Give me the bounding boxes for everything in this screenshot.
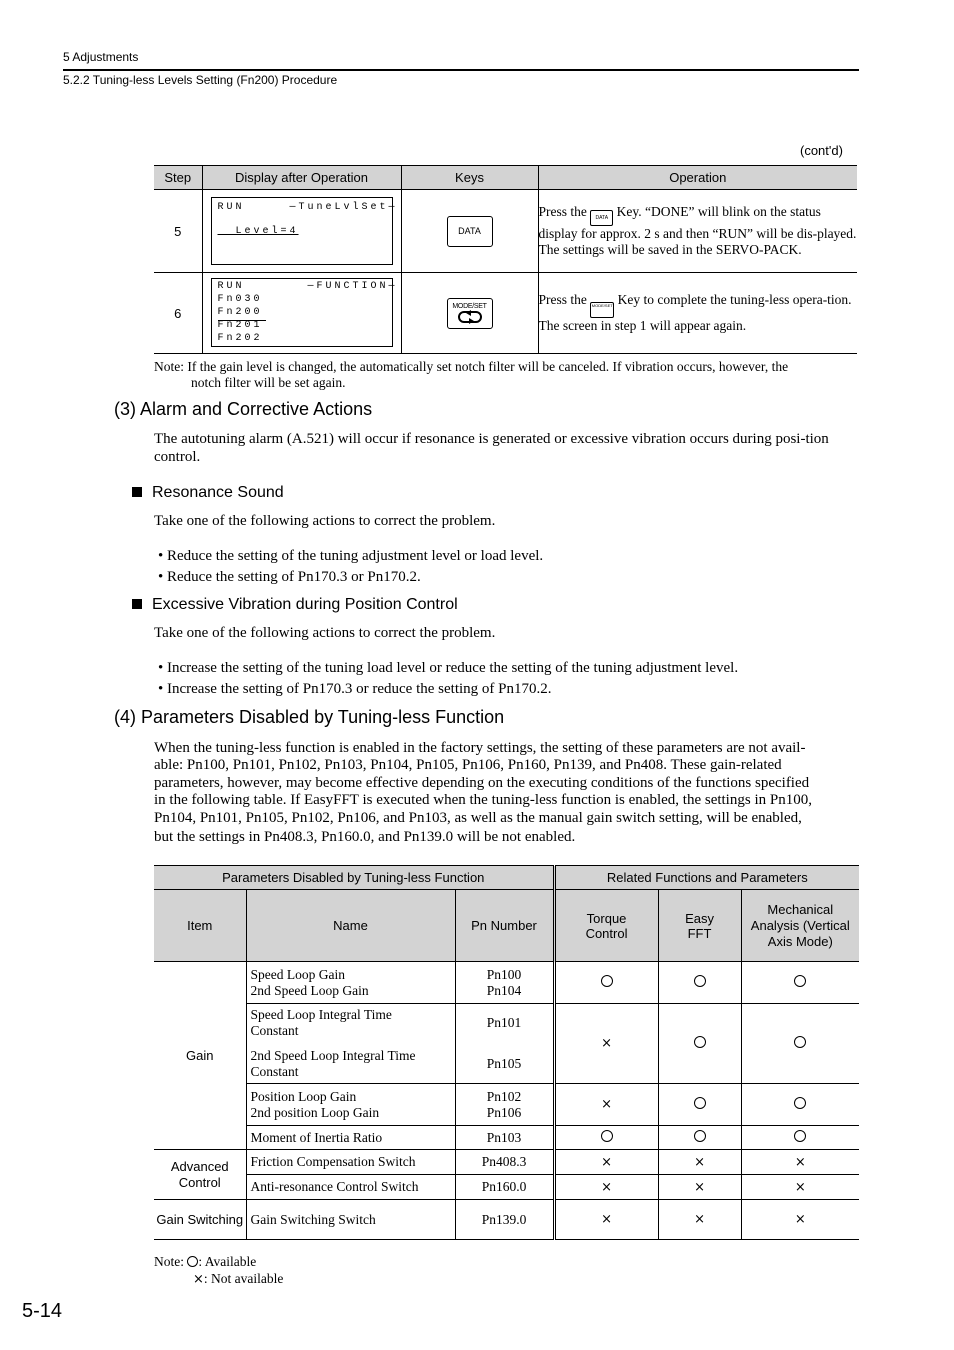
contd-label: (cont'd)	[800, 143, 843, 158]
cross-icon: ×	[193, 1272, 204, 1287]
param-name: Moment of Inertia Ratio	[246, 1126, 455, 1150]
parameters-table	[154, 865, 859, 1240]
table-row	[154, 1084, 859, 1126]
easyfft-not-available: ×	[658, 1175, 741, 1200]
legend-not-available	[193, 1271, 283, 1287]
vibration-intro: Take one of the following actions to correct the problem.	[154, 625, 496, 641]
resonance-heading	[132, 484, 284, 502]
keys-cell	[401, 273, 538, 354]
display-cell	[202, 273, 401, 354]
available-circle-icon	[794, 975, 806, 987]
item-gain-switching: Gain Switching	[154, 1200, 246, 1240]
available-circle-icon	[794, 1097, 806, 1109]
vibration-heading	[132, 596, 458, 614]
param-name: Gain Switching Switch	[246, 1200, 455, 1240]
list-item: • Increase the setting of the tuning load level or reduce the setting of the tuning adjustment level.	[158, 660, 739, 676]
section-4-title: (4) Parameters Disabled by Tuning-less Function	[114, 707, 505, 727]
easyfft-available	[658, 962, 741, 1004]
section-4-line: parameters, however, may become effective depending on the executing conditions of the functions specified	[154, 775, 810, 791]
mech-available	[741, 1126, 859, 1150]
section-4-line: Pn104, Pn101, Pn105, Pn102, Pn106, and Pn103, as well as the manual gain switch setting, will be enabled,	[154, 810, 802, 826]
mech-available	[741, 1084, 859, 1126]
legend-available-text: : Available	[198, 1254, 257, 1269]
mech-not-available: ×	[741, 1150, 859, 1175]
param-name: Friction Compensation Switch	[246, 1150, 455, 1175]
torque-not-available: ×	[554, 1150, 658, 1175]
header-display: Display after Operation	[202, 166, 401, 190]
table-row	[154, 1004, 859, 1084]
operation-cell	[538, 273, 857, 354]
table-row	[154, 1200, 859, 1240]
pn-number: Pn139.0	[455, 1200, 554, 1240]
torque-not-available: ×	[554, 1004, 658, 1084]
available-circle-icon	[694, 1130, 706, 1142]
available-circle-icon	[694, 975, 706, 987]
mode-set-key-icon: MODE/SET	[590, 302, 614, 318]
param-name: Speed Loop Integral Time Constant 2nd Speed Loop Integral Time Constant	[246, 1004, 455, 1084]
torque-available	[554, 962, 658, 1004]
available-circle-icon	[601, 1130, 613, 1142]
operation-text: Press the	[538, 292, 587, 307]
list-item: • Reduce the setting of the tuning adjustment level or load level.	[158, 548, 544, 564]
display-line: Fn200	[218, 307, 266, 321]
resonance-title: Resonance Sound	[152, 484, 284, 501]
group-header-related: Related Functions and Parameters	[554, 866, 859, 890]
pn-number: Pn100 Pn104	[455, 962, 554, 1004]
easyfft-available	[658, 1084, 741, 1126]
operation-text: Press the	[538, 204, 587, 219]
resonance-intro: Take one of the following actions to correct the problem.	[154, 513, 496, 529]
header-mechanical-analysis: Mechanical Analysis (Vertical Axis Mode)	[741, 890, 859, 962]
operator-display	[211, 278, 398, 347]
square-bullet-icon	[132, 487, 142, 497]
header-keys: Keys	[401, 166, 538, 190]
note-gain-level: Note: If the gain level is changed, the automatically set notch filter will be canceled. If vibration occurs, however, the	[154, 359, 789, 374]
torque-not-available: ×	[554, 1084, 658, 1126]
available-circle-icon	[794, 1036, 806, 1048]
page-number: 5-14	[22, 1300, 63, 1322]
available-circle-icon	[694, 1097, 706, 1109]
pn-number: Pn103	[455, 1126, 554, 1150]
header-rule	[63, 69, 859, 71]
vibration-title: Excessive Vibration during Position Control	[152, 596, 458, 613]
header-name: Name	[246, 890, 455, 962]
operation-text: Key to complete the tuning-less opera-tion. The screen in step 1 will appear again.	[538, 292, 852, 333]
item-gain: Gain	[154, 962, 246, 1150]
list-item: • Reduce the setting of Pn170.3 or Pn170.2.	[158, 569, 421, 585]
easyfft-not-available: ×	[658, 1150, 741, 1175]
mech-available	[741, 962, 859, 1004]
mode-set-arrows-icon	[457, 310, 483, 324]
operator-display	[211, 197, 398, 265]
header-pn-number: Pn Number	[455, 890, 554, 962]
section-4-line: When the tuning-less function is enabled in the factory settings, the setting of these parameters are not avail-	[154, 740, 806, 756]
table-row	[154, 962, 859, 1004]
section-4-line: in the following table. If EasyFFT is executed when the tuning-less function is enabled, the settings in Pn100,	[154, 792, 812, 808]
param-name: Anti-resonance Control Switch	[246, 1175, 455, 1200]
display-line: Fn202	[217, 333, 263, 344]
steps-table	[154, 165, 857, 354]
note-prefix: Note:	[154, 1254, 184, 1269]
step-row-5	[154, 190, 857, 273]
step-number: 5	[154, 190, 202, 273]
torque-not-available: ×	[554, 1175, 658, 1200]
table-row	[154, 1126, 859, 1150]
data-key-icon: DATA	[590, 210, 613, 226]
header-operation: Operation	[538, 166, 857, 190]
mode-set-label: MODE/SET	[452, 302, 487, 310]
group-header-row	[154, 866, 859, 890]
steps-header-row	[154, 166, 857, 190]
data-key[interactable]: DATA	[447, 216, 493, 247]
display-line: Level=4	[217, 226, 299, 237]
mode-set-key[interactable]	[447, 298, 493, 329]
list-item: • Increase the setting of Pn170.3 or reduce the setting of Pn170.2.	[158, 681, 552, 697]
operation-text: Key. “DONE” will blink on the status display for approx. 2 s and then “RUN” will be dis-played. The settings will be saved in the SERVO-PACK.	[538, 204, 857, 257]
item-advanced-control: Advanced Control	[154, 1150, 246, 1200]
available-circle-icon	[794, 1130, 806, 1142]
section-3-title: (3) Alarm and Corrective Actions	[114, 399, 373, 419]
param-name: Speed Loop Gain 2nd Speed Loop Gain	[246, 962, 455, 1004]
pn-number: Pn160.0	[455, 1175, 554, 1200]
header-item: Item	[154, 890, 246, 962]
mech-available	[741, 1004, 859, 1084]
step-number: 6	[154, 273, 202, 354]
square-bullet-icon	[132, 599, 142, 609]
display-line: Fn201	[217, 320, 263, 331]
easyfft-available	[658, 1004, 741, 1084]
pn-number: Pn102 Pn106	[455, 1084, 554, 1126]
param-name: Position Loop Gain 2nd position Loop Gain	[246, 1084, 455, 1126]
easyfft-available	[658, 1126, 741, 1150]
operation-cell	[538, 190, 857, 273]
available-circle-icon	[187, 1256, 198, 1267]
section-4-line: able: Pn100, Pn101, Pn102, Pn103, Pn104, Pn105, Pn106, Pn160, Pn139, and Pn408. These gain-related	[154, 757, 782, 773]
table-row	[154, 1150, 859, 1175]
pn-number: Pn101 Pn105	[455, 1004, 554, 1084]
note-gain-level-cont: notch filter will be set again.	[191, 375, 346, 390]
display-cell	[202, 190, 401, 273]
pn-number: Pn408.3	[455, 1150, 554, 1175]
torque-available	[554, 1126, 658, 1150]
chapter-header: 5 Adjustments	[63, 50, 139, 64]
legend-available	[154, 1254, 256, 1270]
keys-cell	[401, 190, 538, 273]
section-3-intro: The autotuning alarm (A.521) will occur if resonance is generated or excessive vibration occurs during posi-tion control.	[154, 431, 829, 465]
display-line: Fn030	[217, 294, 263, 305]
display-line: RUN —TuneLvlSet—	[217, 202, 398, 213]
header-torque-control: Torque Control	[554, 890, 658, 962]
header-step: Step	[154, 166, 202, 190]
mech-not-available: ×	[741, 1175, 859, 1200]
mech-not-available: ×	[741, 1200, 859, 1240]
table-row	[154, 1175, 859, 1200]
header-easy-fft: Easy FFT	[658, 890, 741, 962]
column-header-row	[154, 890, 859, 962]
section-4-line: but the settings in Pn408.3, Pn160.0, and Pn139.0 will be not enabled.	[154, 829, 576, 845]
available-circle-icon	[694, 1036, 706, 1048]
available-circle-icon	[601, 975, 613, 987]
display-line: RUN —FUNCTION—	[217, 281, 398, 292]
group-header-disabled: Parameters Disabled by Tuning-less Function	[154, 866, 554, 890]
legend-not-available-text: : Not available	[203, 1271, 284, 1286]
section-header: 5.2.2 Tuning-less Levels Setting (Fn200) Procedure	[63, 73, 338, 87]
step-row-6	[154, 273, 857, 354]
torque-not-available: ×	[554, 1200, 658, 1240]
easyfft-not-available: ×	[658, 1200, 741, 1240]
